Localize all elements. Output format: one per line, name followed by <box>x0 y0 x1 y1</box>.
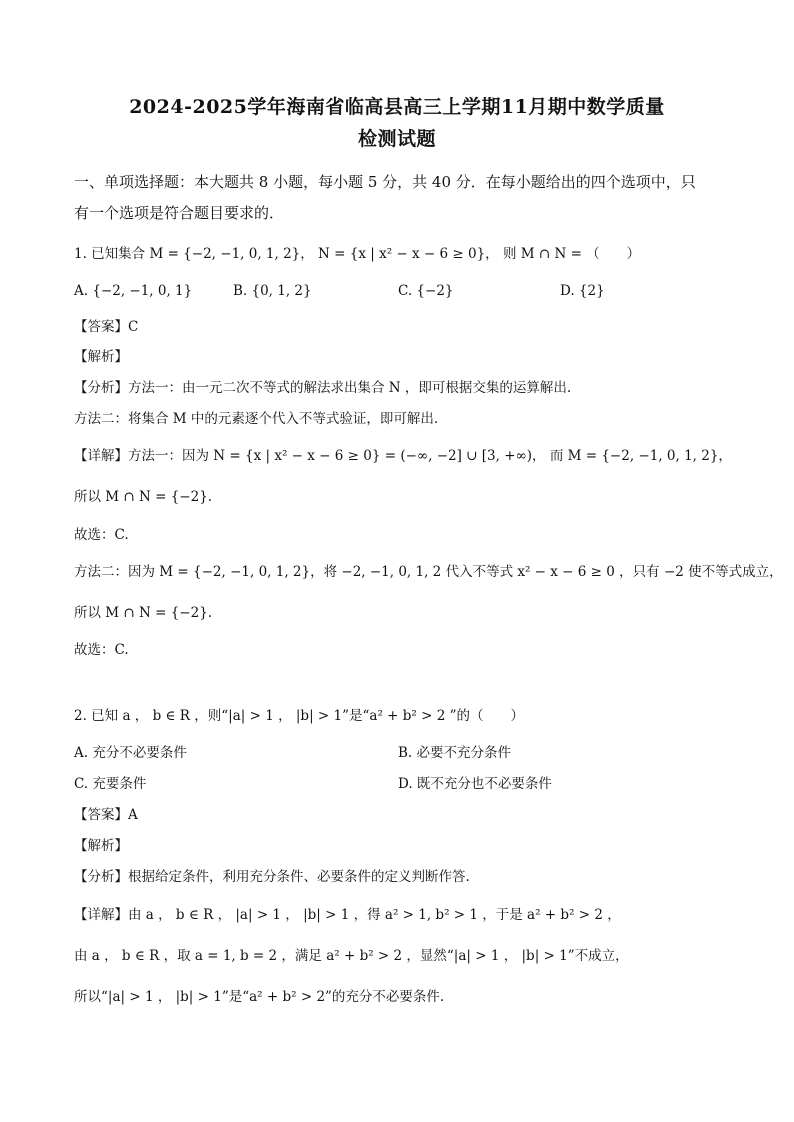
q1-option-b: B. {0, 1, 2} <box>233 283 312 299</box>
q2-option-b: B. 必要不充分条件 <box>398 745 512 761</box>
q2-detail-line1: 【详解】由 a ， b ∈ R ， |a| > 1 ， |b| > 1 ，得 a² > 1, b² > 1 ，于是 a² + b² > 2 ， <box>74 907 621 923</box>
q1-option-c: C. {−2} <box>398 283 454 299</box>
q1-detail-line4: 所以 M ∩ N = {−2}. <box>74 605 213 621</box>
q2-option-c: C. 充要条件 <box>74 776 147 792</box>
q1-detail-line2: 所以 M ∩ N = {−2}. <box>74 489 213 505</box>
q1-choose-1: 故选：C. <box>74 527 129 543</box>
q1-answer: 【答案】C <box>74 319 139 335</box>
q1-choose-2: 故选：C. <box>74 642 129 658</box>
doc-title-line2: 检测试题 <box>357 128 436 150</box>
q2-analysis-label: 【解析】 <box>74 838 128 854</box>
q2-answer: 【答案】A <box>74 807 138 823</box>
q1-option-a: A. {−2, −1, 0, 1} <box>74 283 193 299</box>
q2-detail-line2: 由 a ， b ∈ R ，取 a = 1, b = 2 ，满足 a² + b² > 2 ，显然“|a| > 1 ， |b| > 1”不成立， <box>74 948 629 964</box>
q2-option-a: A. 充分不必要条件 <box>74 745 187 761</box>
q1-fenxi-line1: 【分析】方法一：由一元二次不等式的解法求出集合 N ，即可根据交集的运算解出. <box>74 380 572 396</box>
q1-stem: 1. 已知集合 M = {−2, −1, 0, 1, 2}， N = {x | x² − x − 6 ≥ 0}， 则 M ∩ N = （ ） <box>74 246 641 262</box>
q1-analysis-label: 【解析】 <box>74 349 128 365</box>
q2-stem: 2. 已知 a ， b ∈ R ，则“|a| > 1 ， |b| > 1”是“a² + b² > 2 ”的（ ） <box>74 708 524 724</box>
q2-fenxi: 【分析】根据给定条件，利用充分条件、必要条件的定义判断作答. <box>74 869 470 885</box>
q2-option-d: D. 既不充分也不必要条件 <box>398 776 552 792</box>
section-instructions-line2: 有一个选项是符合题目要求的． <box>74 204 285 222</box>
doc-title-line1: 2024-2025学年海南省临高县高三上学期11月期中数学质量 <box>129 96 665 118</box>
q1-fenxi-line2: 方法二：将集合 M 中的元素逐个代入不等式验证，即可解出. <box>74 411 439 427</box>
q1-option-d: D. {2} <box>560 283 605 299</box>
q1-detail-line3: 方法二：因为 M = {−2, −1, 0, 1, 2}，将 −2, −1, 0, 1, 2 代入不等式 x² − x − 6 ≥ 0 ，只有 −2 使不等式成立， <box>74 564 783 580</box>
q1-detail-line1: 【详解】方法一：因为 N = {x | x² − x − 6 ≥ 0} = (−∞, −2] ∪ [3, +∞)， 而 M = {−2, −1, 0, 1, 2}， <box>74 448 732 464</box>
section-instructions-line1: 一、单项选择题：本大题共 8 小题，每小题 5 分，共 40 分．在每小题给出的四个选项中，只 <box>74 173 696 191</box>
q2-detail-line3: 所以“|a| > 1 ， |b| > 1”是“a² + b² > 2”的充分不必要条件. <box>74 989 445 1005</box>
